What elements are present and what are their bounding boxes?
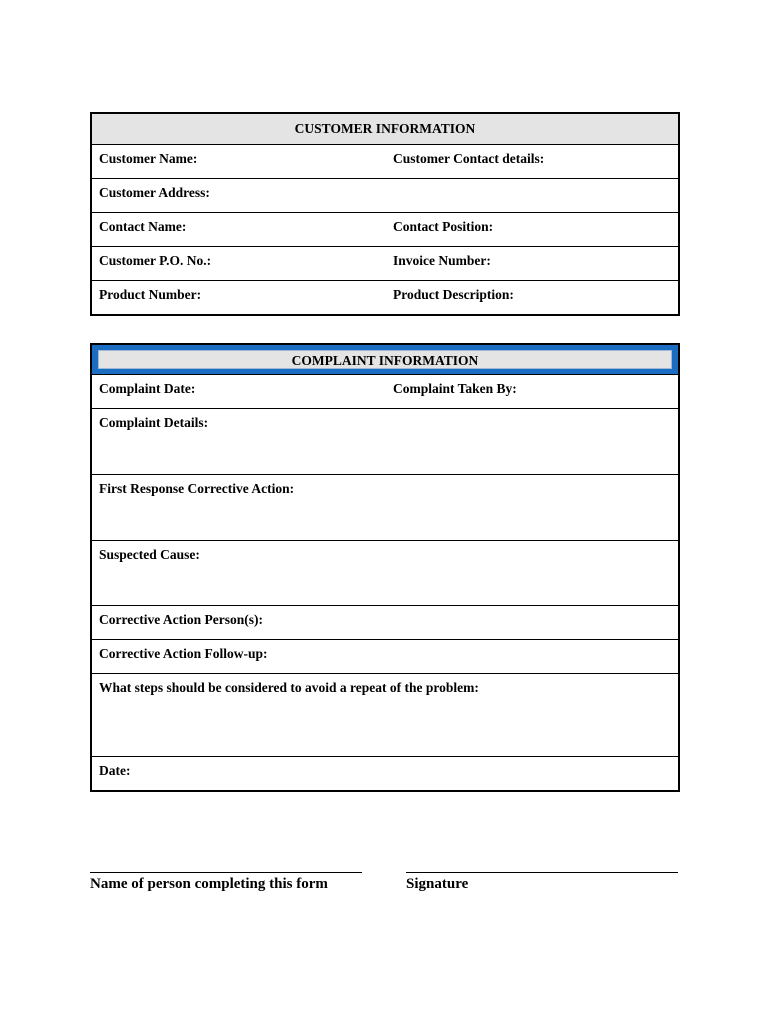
suspected-cause-field[interactable]: Suspected Cause: — [99, 547, 200, 562]
corrective-followup-field[interactable]: Corrective Action Follow-up: — [99, 646, 268, 661]
signature-line[interactable] — [406, 872, 678, 893]
suspected-cause-row — [92, 540, 678, 605]
signature-label: Signature — [406, 876, 469, 892]
first-response-row — [92, 474, 678, 540]
corrective-persons-field[interactable]: Corrective Action Person(s): — [99, 612, 263, 627]
complaint-information-header: COMPLAINT INFORMATION — [98, 350, 672, 369]
customer-information-header: CUSTOMER INFORMATION — [92, 114, 678, 144]
customer-po-field[interactable]: Customer P.O. No.: — [99, 253, 212, 268]
customer-name-field[interactable]: Customer Name: — [99, 151, 198, 166]
avoid-repeat-row — [92, 673, 678, 756]
po-invoice-row — [92, 246, 678, 280]
name-of-person-label: Name of person completing this form — [90, 876, 328, 892]
date-row — [92, 756, 678, 790]
contact-name-field[interactable]: Contact Name: — [99, 219, 187, 234]
corrective-followup-row — [92, 639, 678, 673]
complaint-details-row — [92, 408, 678, 474]
product-number-field[interactable]: Product Number: — [99, 287, 202, 302]
complaint-date-field[interactable]: Complaint Date: — [99, 381, 196, 396]
complaint-taken-by-field[interactable]: Complaint Taken By: — [393, 381, 517, 396]
customer-address-field[interactable]: Customer Address: — [99, 185, 210, 200]
contact-position-field[interactable]: Contact Position: — [393, 219, 494, 234]
product-description-field[interactable]: Product Description: — [393, 287, 514, 302]
complaint-header-band — [92, 345, 678, 374]
complaint-details-field[interactable]: Complaint Details: — [99, 415, 209, 430]
customer-address-row — [92, 178, 678, 212]
customer-header-row — [92, 114, 678, 144]
name-signature-line[interactable] — [90, 872, 362, 893]
corrective-persons-row — [92, 605, 678, 639]
avoid-repeat-field[interactable]: What steps should be considered to avoid a repeat of the problem: — [99, 680, 479, 695]
complaint-information-table — [90, 343, 680, 792]
date-field[interactable]: Date: — [99, 763, 131, 778]
customer-information-table — [90, 112, 680, 316]
product-row — [92, 280, 678, 314]
complaint-date-row — [92, 374, 678, 408]
customer-name-row — [92, 144, 678, 178]
complaint-header-row — [92, 345, 678, 374]
contact-row — [92, 212, 678, 246]
first-response-field[interactable]: First Response Corrective Action: — [99, 481, 295, 496]
invoice-number-field[interactable]: Invoice Number: — [393, 253, 491, 268]
customer-contact-details-field[interactable]: Customer Contact details: — [393, 151, 545, 166]
